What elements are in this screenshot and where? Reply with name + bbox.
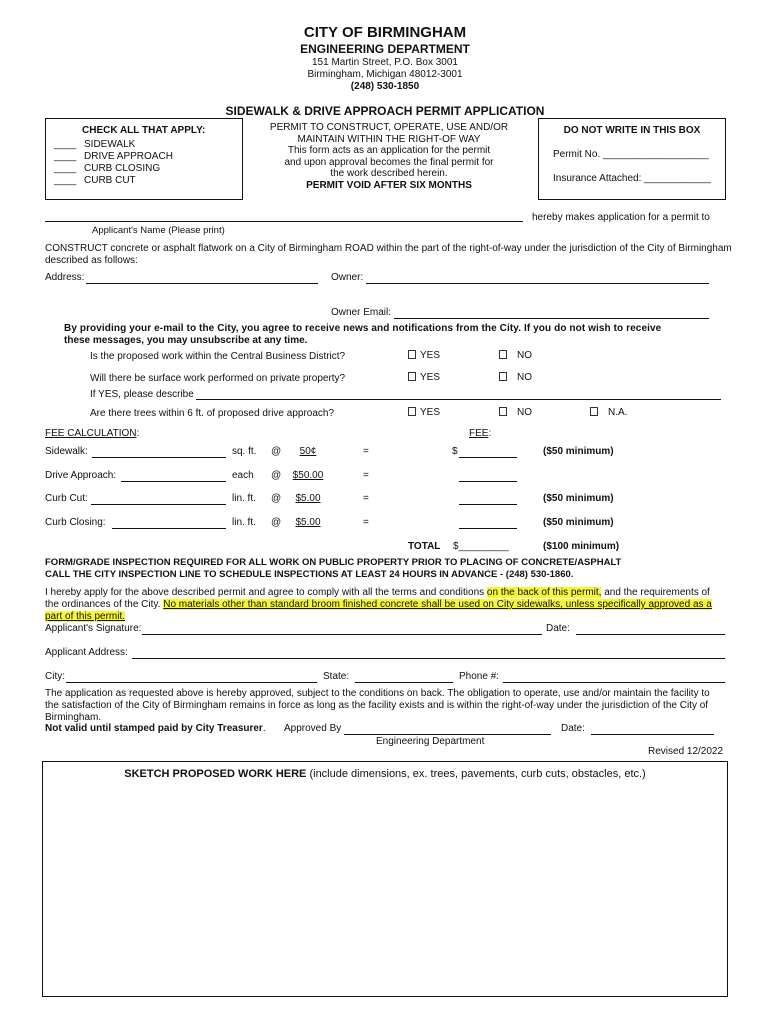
fee-rate: $5.00 bbox=[295, 493, 321, 504]
fee-at: @ bbox=[271, 517, 282, 528]
describe-label: If YES, please describe bbox=[90, 389, 194, 400]
checkbox-icon bbox=[590, 407, 598, 416]
fee-unit: lin. ft. bbox=[232, 493, 256, 504]
department-title: ENGINEERING DEPARTMENT bbox=[300, 42, 470, 56]
city-title: CITY OF BIRMINGHAM bbox=[303, 24, 467, 41]
approval-text-2: the satisfaction of the City of Birmingham remains in force as long as the facility exists and is within the right-of-way under the jurisdiction of the City of bbox=[45, 700, 709, 711]
fee-equals: = bbox=[363, 517, 369, 528]
trees-yes-option[interactable]: YES bbox=[408, 407, 440, 418]
fee-unit: lin. ft. bbox=[232, 517, 256, 528]
curb-closing-qty-input[interactable] bbox=[112, 517, 226, 529]
fee-label-sidewalk: Sidewalk: bbox=[45, 446, 88, 457]
applicant-name-caption: Applicant's Name (Please print) bbox=[92, 225, 225, 236]
fee-unit: each bbox=[232, 470, 254, 481]
drive-approach-fee-input[interactable] bbox=[459, 470, 517, 482]
permit-void-notice: PERMIT VOID AFTER SIX MONTHS bbox=[306, 179, 472, 191]
check-all-box bbox=[45, 118, 243, 200]
sidewalk-fee-input[interactable] bbox=[459, 446, 517, 458]
cbd-yes-option[interactable]: YES bbox=[408, 350, 440, 361]
approved-date-label: Date: bbox=[561, 723, 585, 734]
signature-label: Applicant's Signature: bbox=[45, 623, 142, 634]
total-minimum: ($100 minimum) bbox=[543, 541, 620, 552]
check-item-sidewalk[interactable]: ____ SIDEWALK bbox=[54, 139, 136, 150]
private-yes-option[interactable]: YES bbox=[408, 372, 440, 383]
described-text: described as follows: bbox=[45, 255, 138, 266]
fee-equals: = bbox=[363, 470, 369, 481]
fee-calc-heading: FEE CALCULATION: bbox=[45, 428, 140, 439]
agreement-line-2: the ordinances of the City. No materials other than standard broom finished concrete shall be used on City sidewalks, unless specifically approved as a bbox=[45, 599, 712, 610]
agreement-line-1: I hereby apply for the above described permit and agree to comply with all the terms and conditions on the back of this permit, and the requirements of bbox=[45, 587, 710, 598]
email-notice-line-2: these messages, you may unsubscribe at any time. bbox=[64, 335, 308, 346]
check-item-curb-closing[interactable]: ____ CURB CLOSING bbox=[54, 163, 161, 174]
sidewalk-qty-input[interactable] bbox=[92, 446, 226, 458]
fee-label-curb-closing: Curb Closing: bbox=[45, 517, 106, 528]
phone-label: Phone #: bbox=[459, 671, 500, 682]
fee-unit: sq. ft. bbox=[232, 446, 257, 457]
fee-at: @ bbox=[271, 493, 282, 504]
agreement-line-3: part of this permit. bbox=[45, 611, 126, 622]
fee-equals: = bbox=[363, 493, 369, 504]
checkbox-icon bbox=[499, 372, 507, 381]
signature-date-label: Date: bbox=[546, 623, 570, 634]
drive-approach-qty-input[interactable] bbox=[121, 470, 226, 482]
check-items-list bbox=[54, 139, 173, 187]
state-input[interactable] bbox=[355, 671, 453, 683]
cbd-no-option[interactable]: NO bbox=[499, 350, 532, 361]
phone-number: (248) 530-1850 bbox=[350, 81, 420, 92]
question-private-property: Will there be surface work performed on private property? bbox=[90, 373, 346, 384]
revised-date: Revised 12/2022 bbox=[648, 746, 724, 757]
checkbox-icon bbox=[408, 372, 416, 381]
applicant-address-input[interactable] bbox=[132, 647, 725, 659]
applicant-address-label: Applicant Address: bbox=[45, 647, 128, 658]
state-label: State: bbox=[323, 671, 350, 682]
total-field[interactable]: $_________ bbox=[453, 541, 509, 552]
insurance-field: Insurance Attached: ____________ bbox=[553, 173, 711, 184]
owner-label: Owner: bbox=[331, 272, 364, 283]
address-line-2: Birmingham, Michigan 48012-3001 bbox=[307, 69, 463, 80]
applicant-name-input[interactable] bbox=[45, 210, 523, 222]
office-use-box bbox=[538, 118, 726, 200]
approved-date-input[interactable] bbox=[591, 723, 714, 735]
fee-label-drive-approach: Drive Approach: bbox=[45, 470, 117, 481]
owner-email-input[interactable] bbox=[394, 307, 709, 319]
hereby-text: hereby makes application for a permit to bbox=[532, 212, 710, 223]
question-cbd: Is the proposed work within the Central Business District? bbox=[90, 351, 346, 362]
check-item-curb-cut[interactable]: ____ CURB CUT bbox=[54, 175, 136, 186]
phone-input[interactable] bbox=[503, 671, 725, 683]
signature-date-input[interactable] bbox=[576, 623, 725, 635]
form-title: SIDEWALK & DRIVE APPROACH PERMIT APPLICATION bbox=[225, 104, 545, 118]
private-no-option[interactable]: NO bbox=[499, 372, 532, 383]
office-box-heading: DO NOT WRITE IN THIS BOX bbox=[563, 125, 701, 136]
sketch-area[interactable] bbox=[42, 761, 728, 997]
engineering-dept-caption: Engineering Department bbox=[376, 736, 485, 747]
fee-dollar: $ bbox=[452, 446, 458, 457]
fee-label-curb-cut: Curb Cut: bbox=[45, 493, 88, 504]
fee-minimum: ($50 minimum) bbox=[543, 446, 614, 457]
fee-minimum: ($50 minimum) bbox=[543, 493, 614, 504]
inspection-notice-2: CALL THE CITY INSPECTION LINE TO SCHEDULE INSPECTIONS AT LEAST 24 HOURS IN ADVANCE - (248) 530-1860. bbox=[45, 569, 574, 580]
trees-no-option[interactable]: NO bbox=[499, 407, 532, 418]
fee-rate: $5.00 bbox=[295, 517, 321, 528]
fee-at: @ bbox=[271, 470, 282, 481]
question-trees: Are there trees within 6 ft. of proposed drive approach? bbox=[90, 408, 335, 419]
sketch-title: SKETCH PROPOSED WORK HERE (include dimensions, ex. trees, pavements, curb cuts, obstacles, etc.) bbox=[124, 768, 646, 780]
check-all-heading: CHECK ALL THAT APPLY: bbox=[82, 125, 206, 136]
not-valid-notice: Not valid until stamped paid by City Treasurer. bbox=[45, 723, 266, 734]
owner-email-label: Owner Email: bbox=[331, 307, 392, 318]
approval-text-3: Birmingham. bbox=[45, 712, 102, 723]
construct-text: CONSTRUCT concrete or asphalt flatwork on a City of Birmingham ROAD within the part of the right-of-way under the jurisdiction of the City of Birmingham bbox=[45, 243, 732, 254]
owner-input[interactable] bbox=[366, 272, 709, 284]
address-input[interactable] bbox=[86, 272, 318, 284]
fee-at: @ bbox=[271, 446, 282, 457]
checkbox-icon bbox=[408, 350, 416, 359]
email-notice-line-1: By providing your e-mail to the City, you agree to receive news and notifications from the City. If you do not wish to receive bbox=[64, 323, 662, 334]
checkbox-icon bbox=[499, 350, 507, 359]
approval-text-1: The application as requested above is hereby approved, subject to the conditions on back. The obligation to operate, use and/or maintain the facility to bbox=[45, 688, 710, 699]
city-label: City: bbox=[45, 671, 65, 682]
curb-cut-fee-input[interactable] bbox=[459, 493, 517, 505]
address-label: Address: bbox=[45, 272, 85, 283]
check-item-drive-approach[interactable]: ____ DRIVE APPROACH bbox=[54, 151, 173, 162]
inspection-notice-1: FORM/GRADE INSPECTION REQUIRED FOR ALL WORK ON PUBLIC PROPERTY PRIOR TO PLACING OF CONCRETE/ASPHALT bbox=[45, 557, 622, 568]
trees-na-option[interactable]: N.A. bbox=[590, 407, 627, 418]
curb-closing-fee-input[interactable] bbox=[459, 517, 517, 529]
fee-minimum: ($50 minimum) bbox=[543, 517, 614, 528]
fee-equals: = bbox=[363, 446, 369, 457]
address-line-1: 151 Martin Street, P.O. Box 3001 bbox=[311, 57, 458, 68]
curb-cut-qty-input[interactable] bbox=[91, 493, 226, 505]
checkbox-icon bbox=[499, 407, 507, 416]
approved-by-input[interactable] bbox=[344, 723, 551, 735]
signature-input[interactable] bbox=[142, 623, 542, 635]
fee-rate: 50¢ bbox=[299, 446, 317, 457]
fee-heading: FEE: bbox=[469, 428, 492, 439]
checkbox-icon bbox=[408, 407, 416, 416]
total-label: TOTAL bbox=[408, 541, 441, 552]
fee-rate: $50.00 bbox=[292, 470, 324, 481]
approved-by-label: Approved By bbox=[284, 723, 342, 734]
city-input[interactable] bbox=[66, 671, 317, 683]
describe-input[interactable] bbox=[196, 389, 721, 400]
permit-no-field: Permit No. ___________________ bbox=[553, 149, 709, 160]
permit-info: PERMIT TO CONSTRUCT, OPERATE, USE AND/OR MAINTAIN WITHIN THE RIGHT-OF WAY This form acts as an application for the permit and upon approval becomes the final permit for the work described herein. PERMIT VOID AFTER SIX MONTHS bbox=[258, 122, 520, 191]
